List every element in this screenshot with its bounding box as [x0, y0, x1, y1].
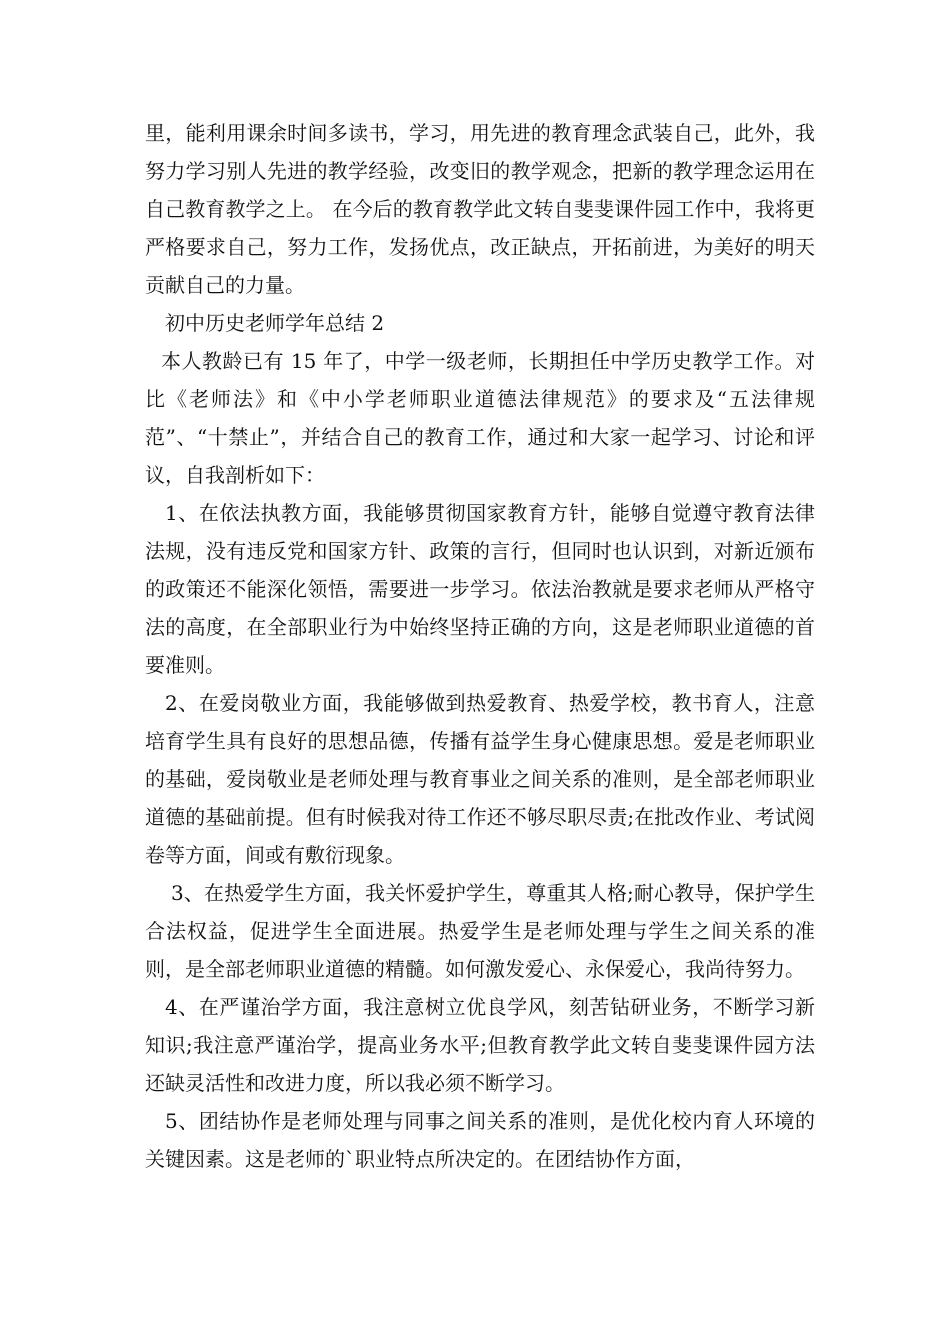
document-body	[145, 114, 815, 1178]
paragraph-item-3: 3、在热爱学生方面，我关怀爱护学生，尊重其人格;耐心教导，保护学生合法权益，促进学生全面进展。热爱学生是老师处理与学生之间关系的准则，是全部老师职业道德的精髓。如何激发爱心、永保爱心，我尚待努力。	[145, 881, 815, 981]
section-heading: 初中历史老师学年总结 2	[165, 311, 385, 335]
paragraph-continued: 里，能利用课余时间多读书，学习，用先进的教育理念武装自己，此外，我努力学习别人先进的教学经验，改变旧的教学观念，把新的教学理念运用在自己教育教学之上。 在今后的教育教学此文转自斐斐课件园工作中，我将更严格要求自己，努力工作，发扬优点，改正缺点，开拓前进，为美好的明天贡献自己的力量。	[145, 121, 815, 297]
paragraph-item-1: 1、在依法执教方面，我能够贯彻国家教育方针，能够自觉遵守教育法律法规，没有违反党和国家方针、政策的言行，但同时也认识到，对新近颁布的政策还不能深化领悟，需要进一步学习。依法治教就是要求老师从严格守法的高度，在全部职业行为中始终坚持正确的方向，这是老师职业道德的首要准则。	[145, 501, 815, 677]
paragraph-item-4: 4、在严谨治学方面，我注意树立优良学风，刻苦钻研业务，不断学习新知识;我注意严谨治学，提高业务水平;但教育教学此文转自斐斐课件园方法还缺灵活性和改进力度，所以我必须不断学习。	[145, 995, 815, 1095]
paragraph-intro: 本人教龄已有 15 年了，中学一级老师，长期担任中学历史教学工作。对比《老师法》和《中小学老师职业道德法律规范》的要求及“五法律规范”、“十禁止”，并结合自己的教育工作，通过和大家一起学习、讨论和评议，自我剖析如下：	[145, 349, 815, 487]
paragraph-item-2: 2、在爱岗敬业方面，我能够做到热爱教育、热爱学校，教书育人，注意培育学生具有良好的思想品德，传播有益学生身心健康思想。爱是老师职业的基础，爱岗敬业是老师处理与教育事业之间关系的准则，是全部老师职业道德的基础前提。但有时候我对待工作还不够尽职尽责;在批改作业、考试阅卷等方面，间或有敷衍现象。	[145, 691, 815, 867]
paragraph-item-5: 5、团结协作是老师处理与同事之间关系的准则，是优化校内育人环境的关键因素。这是老师的`职业特点所决定的。在团结协作方面，	[145, 1109, 815, 1171]
